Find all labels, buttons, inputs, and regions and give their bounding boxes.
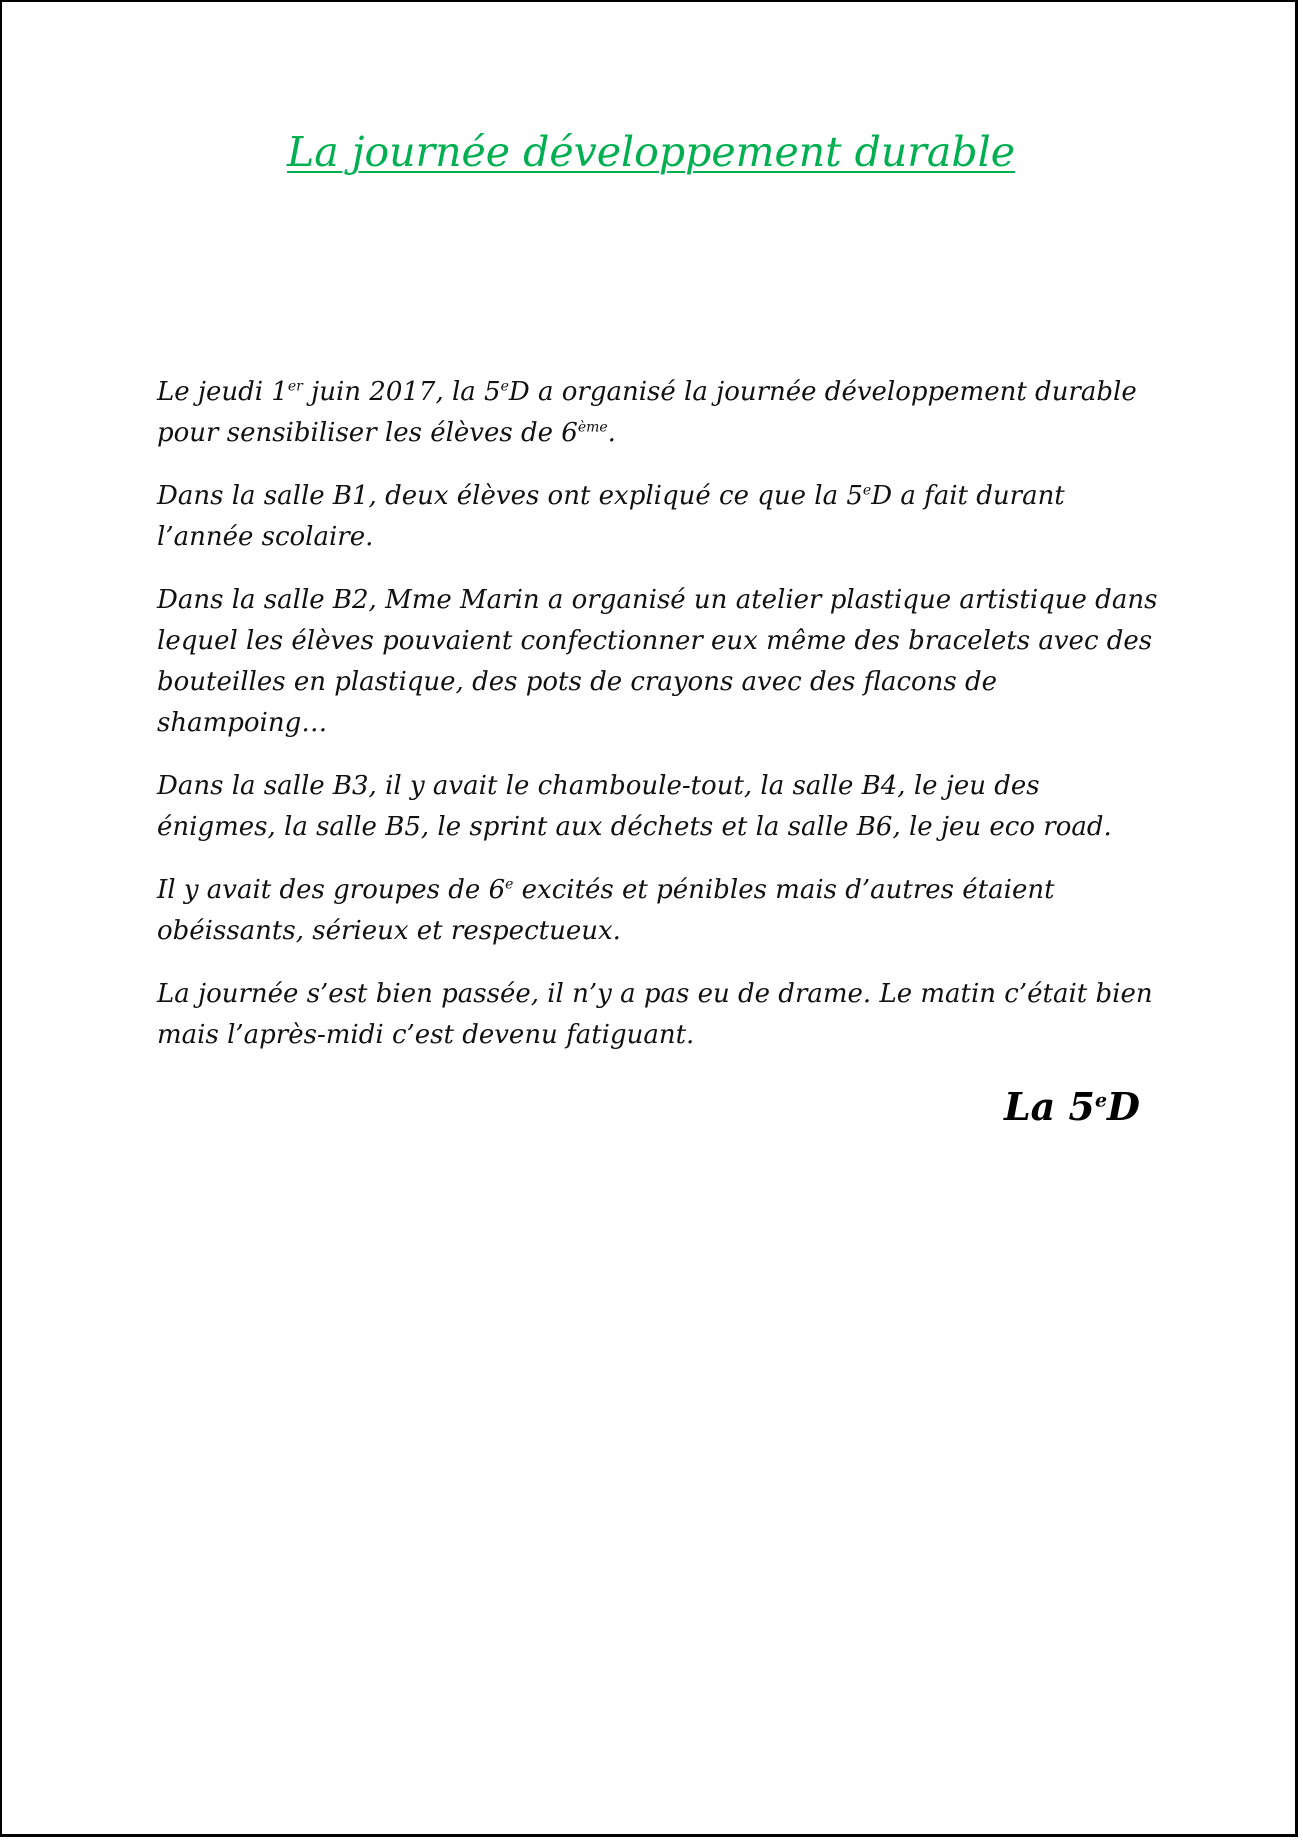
signature — [1004, 1082, 1140, 1132]
paragraph-2-sup-a: e — [862, 482, 872, 499]
paragraph-2-text-b: D a fait durant l’année scolaire. — [157, 481, 1065, 552]
paragraph-5-sup-a: e — [505, 876, 514, 893]
paragraph-1-text-c: D a organisé la journée développement durable pour sensibiliser les élèves de 6 — [157, 377, 1137, 448]
paragraph-1 — [157, 372, 1162, 454]
paragraph-1-sup-c: ème — [577, 419, 608, 436]
document-title: La journée développement durable — [287, 128, 1015, 176]
signature-text-a: La 5 — [1003, 1084, 1095, 1129]
paragraph-1-text-a: Le jeudi 1 — [157, 377, 288, 407]
paragraph-1-text-d: . — [607, 418, 616, 448]
paragraph-5 — [157, 870, 1162, 952]
paragraph-1-sup-a: er — [287, 378, 303, 395]
paragraph-1-text-b: juin 2017, la 5 — [302, 377, 501, 407]
paragraph-2 — [157, 476, 1162, 558]
paragraph-1-sup-b: e — [500, 378, 509, 395]
document-body — [157, 372, 1162, 1078]
paragraph-4: Dans la salle B3, il y avait le chamboule-tout, la salle B4, le jeu des énigmes, la salle B5, le sprint aux déchets et la salle B6, le jeu eco road. — [157, 771, 1112, 842]
signature-sup-a: e — [1094, 1089, 1108, 1112]
paragraph-3: Dans la salle B2, Mme Marin a organisé un atelier plastique artistique dans lequel les élèves pouvaient confectionner eux même des bracelets avec des bouteilles en plastique, des pots de crayons avec des flacons de shampoing… — [157, 585, 1158, 738]
paragraph-5-text-a: Il y avait des groupes de 6 — [157, 875, 506, 905]
paragraph-2-text-a: Dans la salle B1, deux élèves ont expliqué ce que la 5 — [157, 481, 863, 511]
paragraph-5-text-b: excités et pénibles mais d’autres étaient obéissants, sérieux et respectueux. — [157, 875, 1055, 946]
paragraph-6: La journée s’est bien passée, il n’y a pas eu de drame. Le matin c’était bien mais l’après-midi c’est devenu fatiguant. — [157, 979, 1153, 1050]
signature-text-b: D — [1107, 1084, 1140, 1129]
